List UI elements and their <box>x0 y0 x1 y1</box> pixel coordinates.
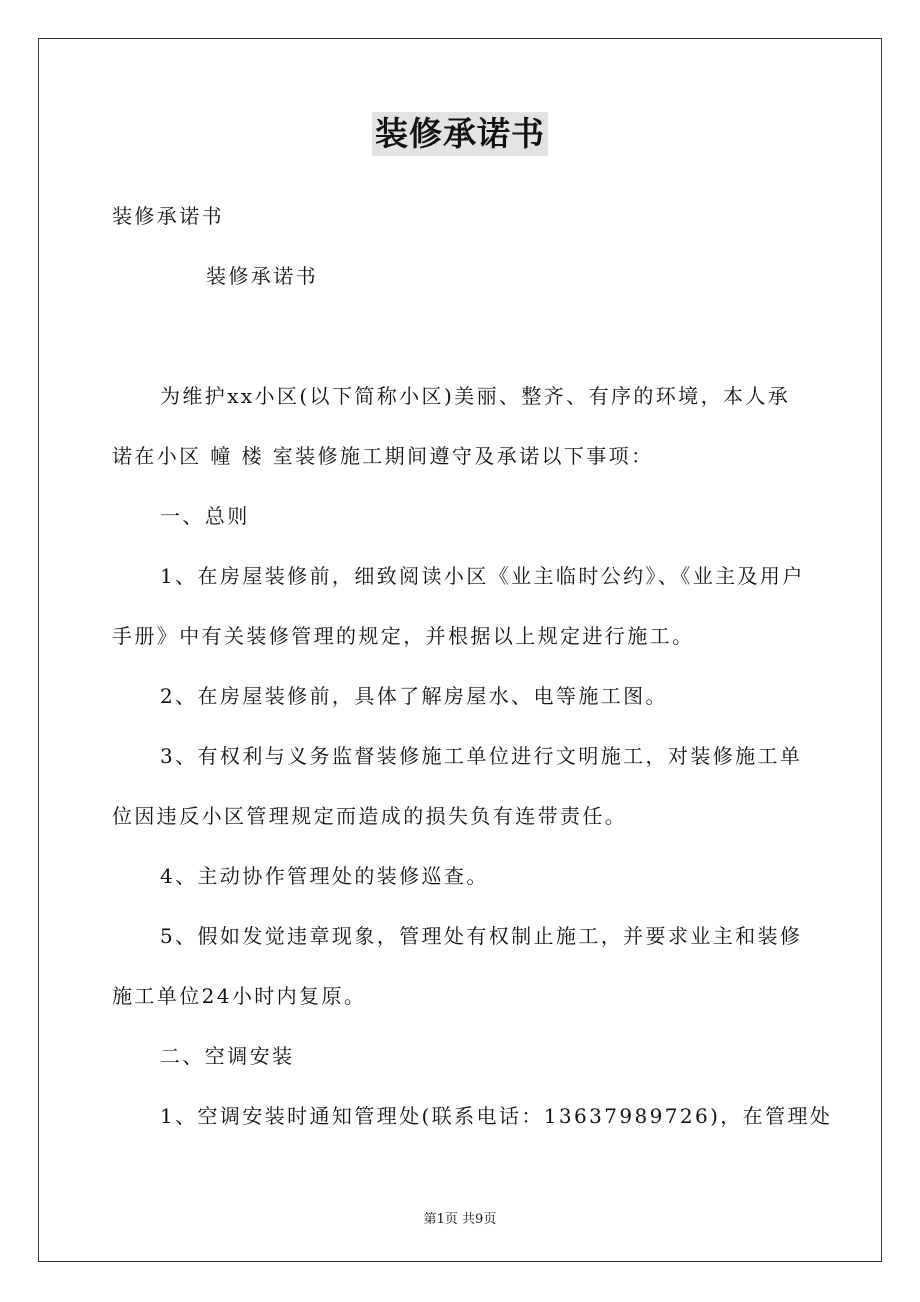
paragraph-line: 2、在房屋装修前，具体了解房屋水、电等施工图。 <box>160 684 668 708</box>
subtitle-line: 装修承诺书 <box>112 204 224 228</box>
paragraph-line: 位因违反小区管理规定而造成的损失负有连带责任。 <box>112 804 628 828</box>
paragraph-line: 为维护xx小区(以下简称小区)美丽、整齐、有序的环境，本人承 <box>160 384 791 408</box>
paragraph-line: 手册》中有关装修管理的规定，并根据以上规定进行施工。 <box>112 624 695 648</box>
document-title <box>0 112 920 158</box>
paragraph-line: 诺在小区 幢 楼 室装修施工期间遵守及承诺以下事项： <box>112 444 654 468</box>
section-heading: 一、总则 <box>160 504 250 528</box>
subtitle-line-indented: 装修承诺书 <box>206 264 318 288</box>
paragraph-line: 3、有权利与义务监督装修施工单位进行文明施工，对装修施工单 <box>160 744 803 768</box>
page-footer: 第1页 共9页 <box>423 1212 497 1227</box>
section-heading: 二、空调安装 <box>160 1044 295 1068</box>
paragraph-line: 施工单位24小时内复原。 <box>112 984 367 1008</box>
paragraph-line: 1、空调安装时通知管理处(联系电话：13637989726)，在管理处 <box>160 1104 833 1128</box>
paragraph-line: 5、假如发觉违章现象，管理处有权制止施工，并要求业主和装修 <box>160 924 803 948</box>
document-title-text: 装修承诺书 <box>372 112 548 156</box>
paragraph-line: 1、在房屋装修前，细致阅读小区《业主临时公约》、《业主及用户 <box>160 564 805 588</box>
paragraph-line: 4、主动协作管理处的装修巡查。 <box>160 864 489 888</box>
